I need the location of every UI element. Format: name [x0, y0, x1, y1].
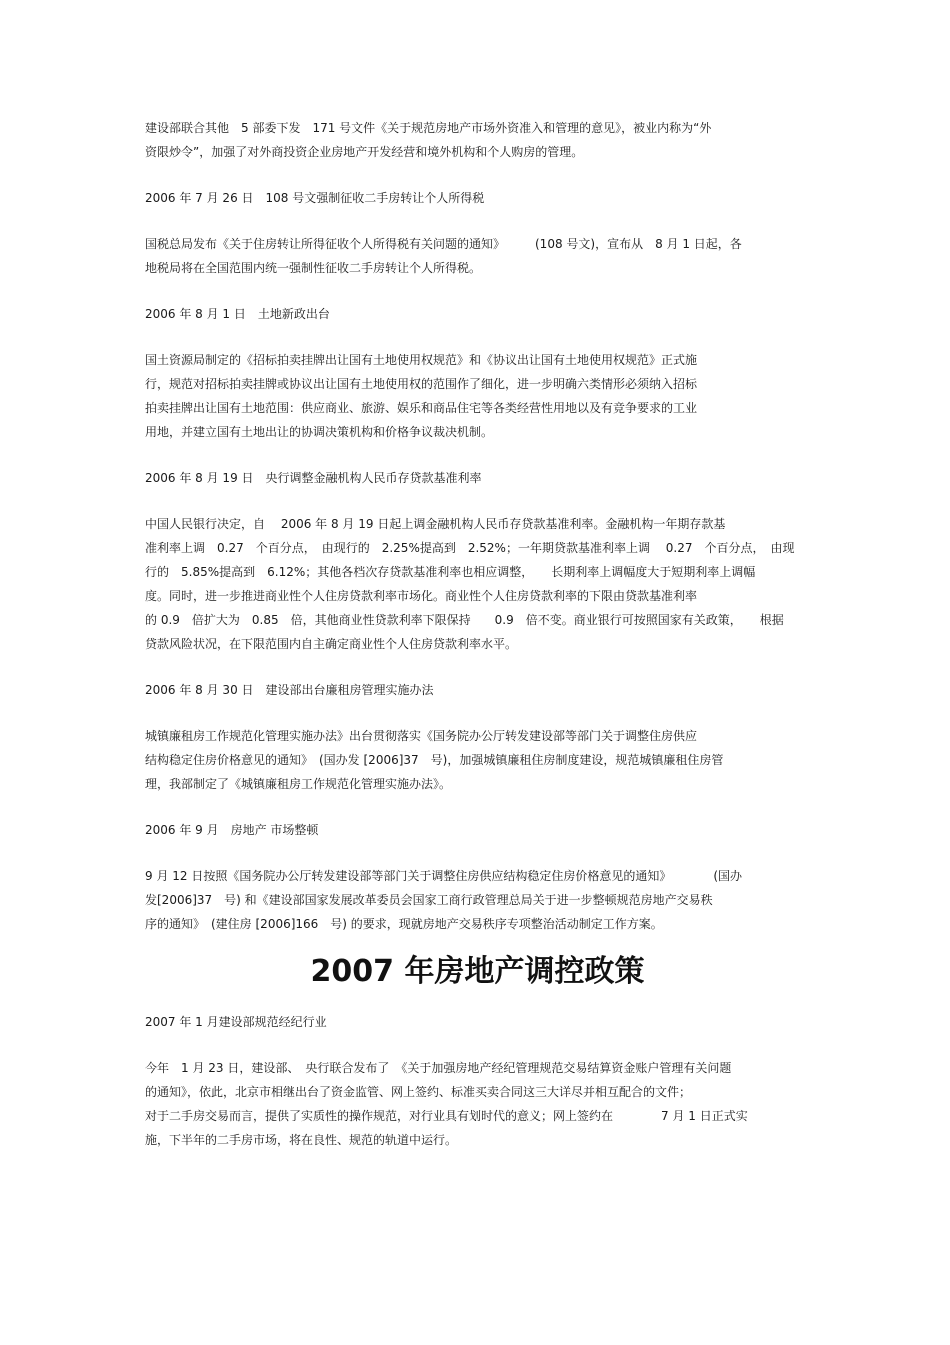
paragraph-low-rent-housing [145, 724, 810, 796]
section-heading-2006-08-19: 2006 年 8 月 19 日 央行调整金融机构人民币存贷款基准利率 [145, 471, 482, 485]
text-line: 国土资源局制定的《招标拍卖挂牌出让国有土地使用权规范》和《协议出让国有土地使用权规范》正式施 [145, 353, 698, 367]
text-line: 结构稳定住房价格意见的通知》 (国办发 [2006]37 号)，加强城镇廉租住房制度建设，规范城镇廉租住房管 [145, 753, 724, 767]
text-line: 施，下半年的二手房市场，将在良性、规范的轨道中运行。 [145, 1133, 458, 1147]
section-heading-2007-01: 2007 年 1 月建设部规范经纪行业 [145, 1015, 327, 1029]
text-line: 资限炒令”，加强了对外商投资企业房地产开发经营和境外机构和个人购房的管理。 [145, 145, 584, 159]
section-heading-2006-07-26: 2006 年 7 月 26 日 108 号文强制征收二手房转让个人所得税 [145, 191, 485, 205]
paragraph-market-rectification [145, 864, 810, 936]
text-line: 拍卖挂牌出让国有土地范围：供应商业、旅游、娱乐和商品住宅等各类经营性用地以及有竞争要求的工业 [145, 401, 698, 415]
paragraph-interest-rate [145, 512, 810, 656]
text-line: 准利率上调 0.27 个百分点， 由现行的 2.25%提高到 2.52%；一年期贷款基准利率上调 0.27 个百分点， 由现 [145, 541, 795, 555]
document-content [145, 116, 810, 1152]
text-line: 今年 1 月 23 日，建设部、 央行联合发布了 《关于加强房地产经纪管理规范交易结算资金账户管理有关问题 [145, 1061, 732, 1075]
paragraph-income-tax [145, 232, 810, 280]
text-line: 中国人民银行决定，自 2006 年 8 月 19 日起上调金融机构人民币存贷款基准利率。金融机构一年期存款基 [145, 517, 726, 531]
text-line: 序的通知》 (建住房 [2006]166 号) 的要求，现就房地产交易秩序专项整治活动制定工作方案。 [145, 917, 663, 931]
paragraph-land-policy [145, 348, 810, 444]
section-title-2007: 2007 年房地产调控政策 [310, 954, 645, 989]
text-line: 发[2006]37 号) 和《建设部国家发展改革委员会国家工商行政管理总局关于进一步整顿规范房地产交易秩 [145, 893, 713, 907]
text-line: 度。同时，进一步推进商业性个人住房贷款利率市场化。商业性个人住房贷款利率的下限由贷款基准利率 [145, 589, 698, 603]
paragraph-foreign-investment [145, 116, 810, 164]
text-line: 的 0.9 倍扩大为 0.85 倍，其他商业性贷款利率下限保持 0.9 倍不变。商业银行可按照国家有关政策， 根据 [145, 613, 784, 627]
text-line: 国税总局发布《关于住房转让所得征收个人所得税有关问题的通知》 (108 号文)，宣布从 8 月 1 日起，各 [145, 237, 742, 251]
text-line: 用地，并建立国有土地出让的协调决策机构和价格争议裁决机制。 [145, 425, 494, 439]
text-line: 的通知》，依此，北京市相继出台了资金监管、网上签约、标准买卖合同这三大详尽并相互配合的文件； [145, 1085, 692, 1099]
paragraph-brokerage-regulation [145, 1056, 810, 1152]
text-line: 对于二手房交易而言，提供了实质性的操作规范，对行业具有划时代的意义；网上签约在 7 月 1 日正式实 [145, 1109, 748, 1123]
section-heading-2006-08-01: 2006 年 8 月 1 日 土地新政出台 [145, 307, 330, 321]
text-line: 9 月 12 日按照《国务院办公厅转发建设部等部门关于调整住房供应结构稳定住房价格意见的通知》 (国办 [145, 869, 743, 883]
text-line: 贷款风险状况，在下限范围内自主确定商业性个人住房贷款利率水平。 [145, 637, 518, 651]
section-heading-2006-08-30: 2006 年 8 月 30 日 建设部出台廉租房管理实施办法 [145, 683, 434, 697]
text-line: 地税局将在全国范围内统一强制性征收二手房转让个人所得税。 [145, 261, 482, 275]
section-heading-2006-09: 2006 年 9 月 房地产 市场整顿 [145, 823, 319, 837]
text-line: 行的 5.85%提高到 6.12%；其他各档次存贷款基准利率也相应调整， 长期利率上调幅度大于短期利率上调幅 [145, 565, 756, 579]
text-line: 建设部联合其他 5 部委下发 171 号文件《关于规范房地产市场外资准入和管理的意见》，被业内称为“外 [145, 121, 712, 135]
text-line: 城镇廉租房工作规范化管理实施办法》出台贯彻落实《国务院办公厅转发建设部等部门关于调整住房供应 [145, 729, 698, 743]
text-line: 理，我部制定了《城镇廉租房工作规范化管理实施办法》。 [145, 777, 452, 791]
text-line: 行，规范对招标拍卖挂牌或协议出让国有土地使用权的范围作了细化，进一步明确六类情形必须纳入招标 [145, 377, 698, 391]
